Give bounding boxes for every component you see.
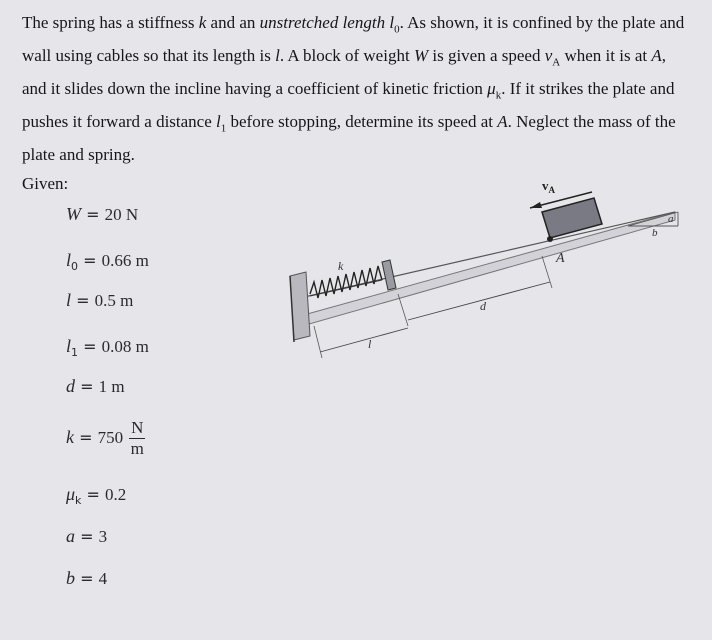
l-dimension-line	[320, 328, 408, 352]
label-l: l	[368, 337, 372, 351]
given-slope-b: b = 4	[66, 568, 108, 588]
unit-fraction: $\frac{N}{m}$	[130, 418, 144, 458]
given-friction: $\mu_k = 0.2$	[66, 484, 127, 508]
plate	[382, 260, 396, 290]
label-b: b	[652, 227, 658, 239]
given-weight: W = 20 N	[66, 204, 139, 224]
problem-statement: The spring has a stiffness k and an unstretched length $l_0$. As shown, it is confined by the plate and wall using cables so that its length is l. A block of weight W is given a speed $v_A$ when it is at A, and it slides down the incline having a coefficient of kinetic friction $\mu_k$. If it strikes the plate and pushes it forward a distance $l_1$ before stopping, determine its speed at A. Neglect the mass of the plate and spring.	[22, 13, 685, 164]
block	[542, 198, 602, 238]
label-va: $v_A$	[542, 178, 555, 195]
given-slope-a: a = 3	[66, 526, 108, 546]
label-k: k	[338, 259, 344, 273]
given-heading: Given:	[22, 174, 69, 193]
given-stiffness: k = 750 $\frac{N}{m}$	[66, 418, 144, 458]
point-a-marker	[547, 236, 553, 242]
label-a-point: A	[556, 251, 565, 266]
incline-spring-figure	[280, 176, 690, 376]
given-push-distance: $l_1 = 0.08$ m	[66, 336, 149, 360]
given-length: l = 0.5 m	[66, 290, 134, 310]
velocity-arrowhead	[530, 202, 542, 208]
given-unstretched-length: $l_0 = 0.66$ m	[66, 250, 149, 274]
incline-surface	[300, 212, 675, 326]
given-distance-d: d = 1 m	[66, 376, 125, 396]
label-d: d	[480, 299, 486, 313]
label-a: a	[668, 213, 674, 225]
incline-top-edge	[300, 212, 675, 298]
